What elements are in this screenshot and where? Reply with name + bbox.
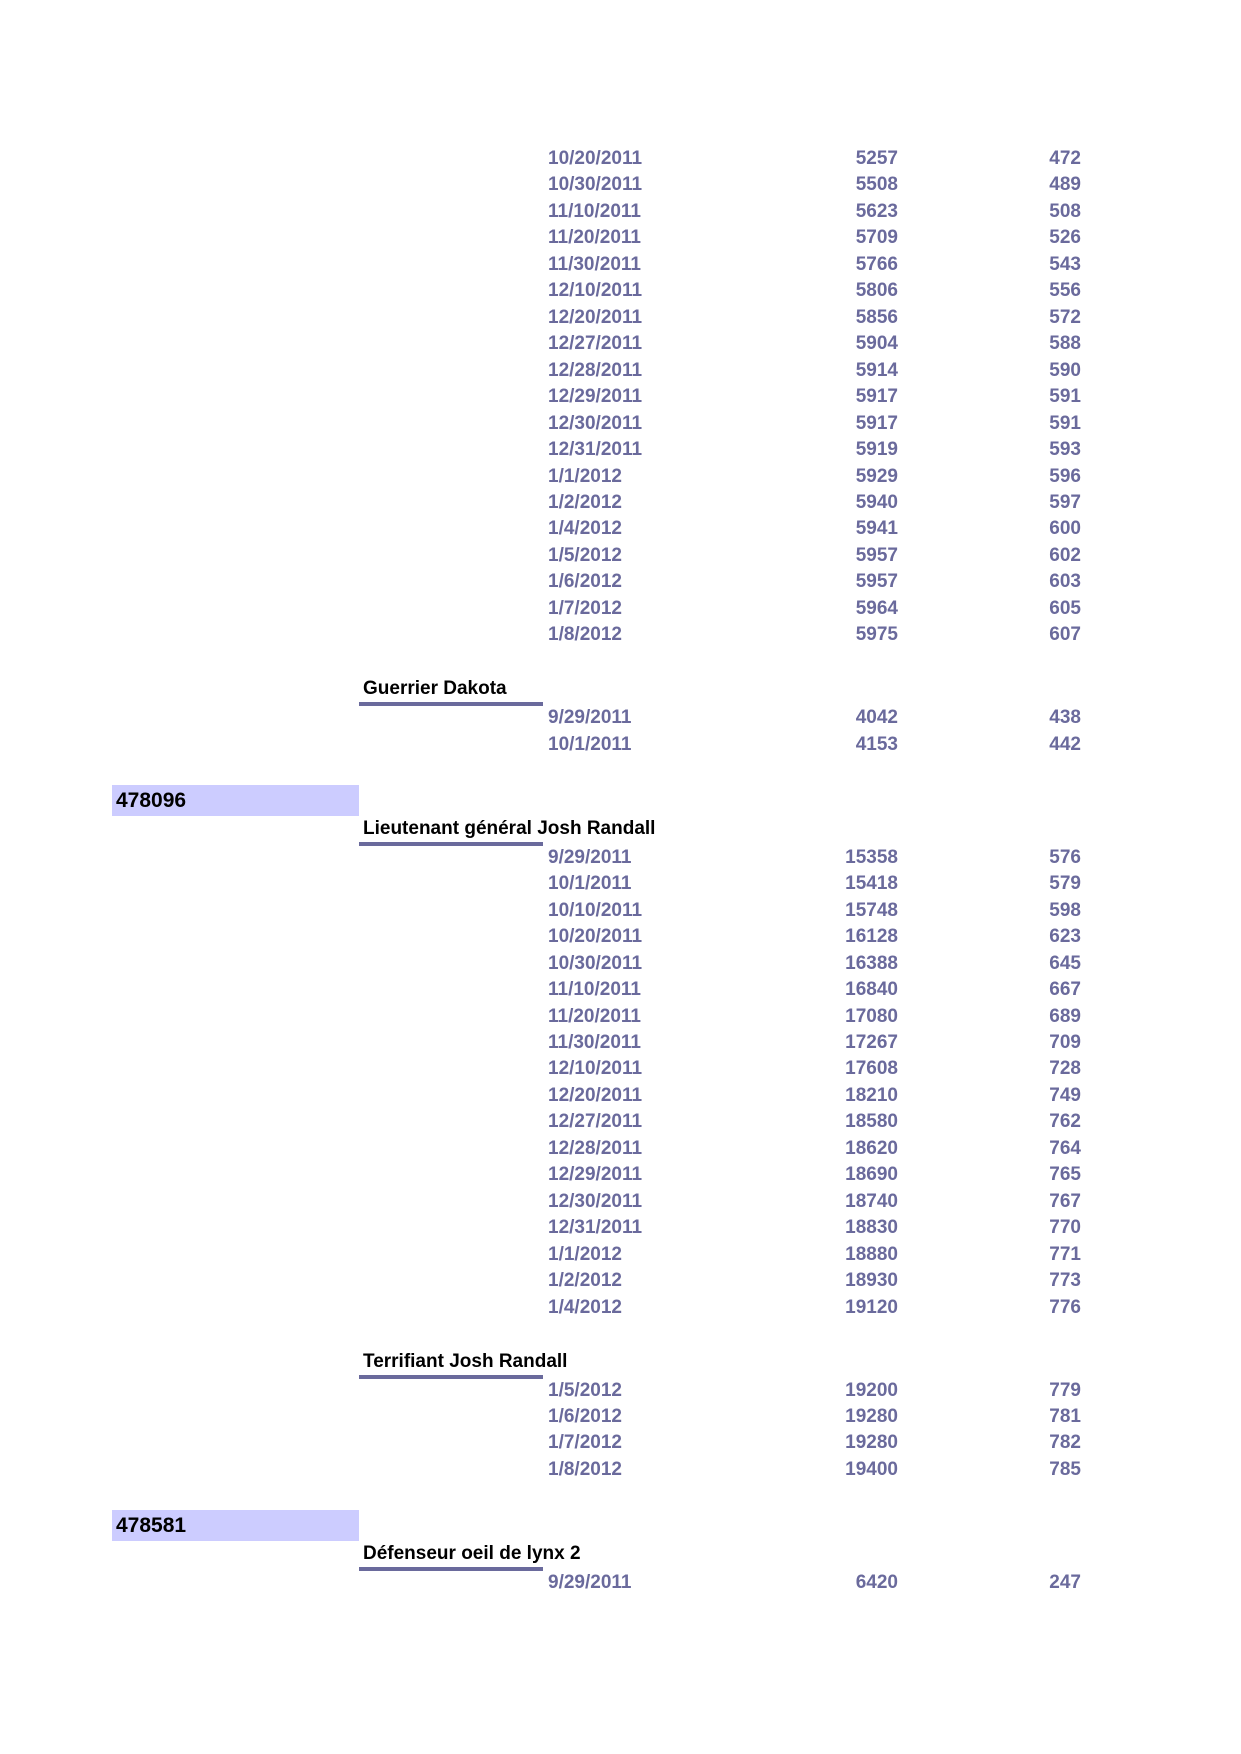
value-cell: 5919 bbox=[855, 439, 898, 461]
level-cell: 596 bbox=[1049, 465, 1081, 487]
level-cell: 762 bbox=[1049, 1111, 1081, 1133]
table-row bbox=[0, 464, 1241, 490]
table-row bbox=[0, 1189, 1241, 1215]
date-cell: 12/28/2011 bbox=[548, 1137, 643, 1159]
level-cell: 607 bbox=[1049, 624, 1081, 646]
value-cell: 18620 bbox=[845, 1137, 898, 1159]
table-row bbox=[0, 596, 1241, 622]
value-cell: 5914 bbox=[855, 359, 898, 381]
value-cell: 18830 bbox=[845, 1217, 898, 1239]
date-cell: 12/30/2011 bbox=[548, 412, 643, 434]
date-cell: 1/6/2012 bbox=[548, 571, 622, 593]
table-row bbox=[0, 1268, 1241, 1294]
value-cell: 16388 bbox=[845, 952, 898, 974]
level-cell: 543 bbox=[1049, 253, 1081, 275]
date-cell: 1/7/2012 bbox=[548, 597, 622, 619]
date-cell: 10/1/2011 bbox=[548, 873, 632, 895]
date-cell: 1/1/2012 bbox=[548, 465, 622, 487]
level-cell: 526 bbox=[1049, 227, 1081, 249]
value-cell: 16128 bbox=[845, 926, 898, 948]
value-cell: 5964 bbox=[855, 597, 898, 619]
level-cell: 771 bbox=[1049, 1243, 1081, 1265]
level-cell: 689 bbox=[1049, 1005, 1081, 1027]
value-cell: 18210 bbox=[845, 1084, 898, 1106]
date-cell: 9/29/2011 bbox=[548, 707, 632, 729]
value-cell: 4153 bbox=[855, 733, 898, 755]
table-row bbox=[0, 305, 1241, 331]
date-cell: 12/29/2011 bbox=[548, 1164, 643, 1186]
date-cell: 12/20/2011 bbox=[548, 306, 643, 328]
table-row bbox=[0, 225, 1241, 251]
date-cell: 11/20/2011 bbox=[548, 1005, 641, 1027]
level-cell: 781 bbox=[1049, 1406, 1081, 1428]
level-cell: 645 bbox=[1049, 952, 1081, 974]
table-row bbox=[0, 977, 1241, 1003]
date-cell: 11/10/2011 bbox=[548, 200, 641, 222]
date-cell: 1/8/2012 bbox=[548, 624, 622, 646]
value-cell: 19200 bbox=[845, 1379, 898, 1401]
date-cell: 12/28/2011 bbox=[548, 359, 643, 381]
value-cell: 6420 bbox=[855, 1571, 898, 1593]
value-cell: 18690 bbox=[845, 1164, 898, 1186]
level-cell: 579 bbox=[1049, 873, 1081, 895]
value-cell: 18930 bbox=[845, 1270, 898, 1292]
date-cell: 10/10/2011 bbox=[548, 899, 643, 921]
level-cell: 728 bbox=[1049, 1058, 1081, 1080]
table-row bbox=[0, 569, 1241, 595]
table-row bbox=[0, 1004, 1241, 1030]
level-cell: 779 bbox=[1049, 1379, 1081, 1401]
value-cell: 15358 bbox=[845, 846, 898, 868]
value-cell: 19120 bbox=[845, 1296, 898, 1318]
group-id-header: 478096 bbox=[112, 785, 359, 816]
table-row bbox=[0, 252, 1241, 278]
item-name-subheader: Défenseur oeil de lynx 2 bbox=[363, 1542, 581, 1564]
level-cell: 556 bbox=[1049, 280, 1081, 302]
item-name-subheader: Lieutenant général Josh Randall bbox=[363, 817, 656, 839]
date-cell: 10/1/2011 bbox=[548, 733, 632, 755]
table-row bbox=[0, 622, 1241, 648]
table-row bbox=[0, 331, 1241, 357]
table-row bbox=[0, 1136, 1241, 1162]
level-cell: 576 bbox=[1049, 846, 1081, 868]
level-cell: 765 bbox=[1049, 1164, 1081, 1186]
table-row bbox=[0, 1404, 1241, 1430]
table-row bbox=[0, 199, 1241, 225]
level-cell: 603 bbox=[1049, 571, 1081, 593]
level-cell: 776 bbox=[1049, 1296, 1081, 1318]
value-cell: 15748 bbox=[845, 899, 898, 921]
level-cell: 785 bbox=[1049, 1458, 1081, 1480]
date-cell: 12/30/2011 bbox=[548, 1190, 643, 1212]
value-cell: 17080 bbox=[845, 1005, 898, 1027]
table-row bbox=[0, 705, 1241, 731]
level-cell: 438 bbox=[1049, 707, 1081, 729]
table-row bbox=[0, 278, 1241, 304]
value-cell: 19280 bbox=[845, 1432, 898, 1454]
level-cell: 764 bbox=[1049, 1137, 1081, 1159]
date-cell: 11/30/2011 bbox=[548, 253, 641, 275]
table-row bbox=[0, 411, 1241, 437]
value-cell: 18740 bbox=[845, 1190, 898, 1212]
value-cell: 5929 bbox=[855, 465, 898, 487]
value-cell: 5957 bbox=[855, 571, 898, 593]
date-cell: 11/10/2011 bbox=[548, 979, 641, 1001]
date-cell: 9/29/2011 bbox=[548, 846, 632, 868]
level-cell: 773 bbox=[1049, 1270, 1081, 1292]
date-cell: 10/30/2011 bbox=[548, 952, 643, 974]
value-cell: 5940 bbox=[855, 491, 898, 513]
table-row bbox=[0, 1570, 1241, 1596]
level-cell: 602 bbox=[1049, 544, 1081, 566]
date-cell: 1/4/2012 bbox=[548, 518, 622, 540]
table-row bbox=[0, 1083, 1241, 1109]
value-cell: 15418 bbox=[845, 873, 898, 895]
date-cell: 1/6/2012 bbox=[548, 1406, 622, 1428]
date-cell: 1/8/2012 bbox=[548, 1458, 622, 1480]
level-cell: 709 bbox=[1049, 1031, 1081, 1053]
date-cell: 11/20/2011 bbox=[548, 227, 641, 249]
table-row bbox=[0, 1295, 1241, 1321]
level-cell: 472 bbox=[1049, 148, 1081, 169]
table-row bbox=[0, 898, 1241, 924]
value-cell: 5257 bbox=[855, 148, 898, 169]
level-cell: 598 bbox=[1049, 899, 1081, 921]
table-row bbox=[0, 437, 1241, 463]
level-cell: 508 bbox=[1049, 200, 1081, 222]
date-cell: 12/27/2011 bbox=[548, 333, 643, 355]
table-row bbox=[0, 1056, 1241, 1082]
date-cell: 12/31/2011 bbox=[548, 439, 643, 461]
table-row bbox=[0, 845, 1241, 871]
level-cell: 782 bbox=[1049, 1432, 1081, 1454]
table-row bbox=[0, 490, 1241, 516]
level-cell: 588 bbox=[1049, 333, 1081, 355]
table-row bbox=[0, 1162, 1241, 1188]
value-cell: 5917 bbox=[855, 386, 898, 408]
date-cell: 12/29/2011 bbox=[548, 386, 643, 408]
table-row bbox=[0, 1215, 1241, 1241]
level-cell: 572 bbox=[1049, 306, 1081, 328]
level-cell: 749 bbox=[1049, 1084, 1081, 1106]
value-cell: 5766 bbox=[855, 253, 898, 275]
date-cell: 10/20/2011 bbox=[548, 148, 643, 169]
value-cell: 18580 bbox=[845, 1111, 898, 1133]
value-cell: 4042 bbox=[855, 707, 898, 729]
value-cell: 19280 bbox=[845, 1406, 898, 1428]
date-cell: 12/31/2011 bbox=[548, 1217, 643, 1239]
value-cell: 17267 bbox=[845, 1031, 898, 1053]
table-row bbox=[0, 1430, 1241, 1456]
value-cell: 5904 bbox=[855, 333, 898, 355]
date-cell: 12/27/2011 bbox=[548, 1111, 643, 1133]
date-cell: 12/10/2011 bbox=[548, 1058, 643, 1080]
table-row bbox=[0, 1378, 1241, 1404]
value-cell: 5917 bbox=[855, 412, 898, 434]
table-row bbox=[0, 1242, 1241, 1268]
level-cell: 600 bbox=[1049, 518, 1081, 540]
level-cell: 593 bbox=[1049, 439, 1081, 461]
level-cell: 597 bbox=[1049, 491, 1081, 513]
table-row bbox=[0, 384, 1241, 410]
level-cell: 605 bbox=[1049, 597, 1081, 619]
level-cell: 667 bbox=[1049, 979, 1081, 1001]
value-cell: 5709 bbox=[855, 227, 898, 249]
table-row bbox=[0, 924, 1241, 950]
date-cell: 1/2/2012 bbox=[548, 491, 622, 513]
value-cell: 5957 bbox=[855, 544, 898, 566]
table-row bbox=[0, 358, 1241, 384]
level-cell: 767 bbox=[1049, 1190, 1081, 1212]
table-row bbox=[0, 951, 1241, 977]
table-row bbox=[0, 543, 1241, 569]
table-row bbox=[0, 1109, 1241, 1135]
value-cell: 5941 bbox=[855, 518, 898, 540]
level-cell: 591 bbox=[1049, 386, 1081, 408]
value-cell: 5856 bbox=[855, 306, 898, 328]
table-row bbox=[0, 871, 1241, 897]
date-cell: 10/20/2011 bbox=[548, 926, 643, 948]
item-name-subheader: Terrifiant Josh Randall bbox=[363, 1350, 568, 1372]
date-cell: 1/5/2012 bbox=[548, 544, 622, 566]
table-row bbox=[0, 1457, 1241, 1483]
value-cell: 19400 bbox=[845, 1458, 898, 1480]
level-cell: 442 bbox=[1049, 733, 1081, 755]
item-name-subheader: Guerrier Dakota bbox=[363, 678, 507, 700]
date-cell: 12/10/2011 bbox=[548, 280, 643, 302]
date-cell: 9/29/2011 bbox=[548, 1571, 632, 1593]
date-cell: 1/5/2012 bbox=[548, 1379, 622, 1401]
table-row bbox=[0, 516, 1241, 542]
value-cell: 16840 bbox=[845, 979, 898, 1001]
value-cell: 5508 bbox=[855, 174, 898, 196]
value-cell: 5806 bbox=[855, 280, 898, 302]
value-cell: 5623 bbox=[855, 200, 898, 222]
table-row bbox=[0, 172, 1241, 198]
level-cell: 247 bbox=[1049, 1571, 1081, 1593]
date-cell: 1/2/2012 bbox=[548, 1270, 622, 1292]
table-row bbox=[0, 732, 1241, 758]
value-cell: 17608 bbox=[845, 1058, 898, 1080]
group-id-header: 478581 bbox=[112, 1510, 359, 1541]
table-row bbox=[0, 146, 1241, 172]
date-cell: 1/1/2012 bbox=[548, 1243, 622, 1265]
date-cell: 1/4/2012 bbox=[548, 1296, 622, 1318]
level-cell: 770 bbox=[1049, 1217, 1081, 1239]
value-cell: 5975 bbox=[855, 624, 898, 646]
level-cell: 591 bbox=[1049, 412, 1081, 434]
date-cell: 12/20/2011 bbox=[548, 1084, 643, 1106]
level-cell: 489 bbox=[1049, 174, 1081, 196]
level-cell: 623 bbox=[1049, 926, 1081, 948]
table-row bbox=[0, 1030, 1241, 1056]
date-cell: 11/30/2011 bbox=[548, 1031, 641, 1053]
date-cell: 10/30/2011 bbox=[548, 174, 643, 196]
level-cell: 590 bbox=[1049, 359, 1081, 381]
value-cell: 18880 bbox=[845, 1243, 898, 1265]
date-cell: 1/7/2012 bbox=[548, 1432, 622, 1454]
